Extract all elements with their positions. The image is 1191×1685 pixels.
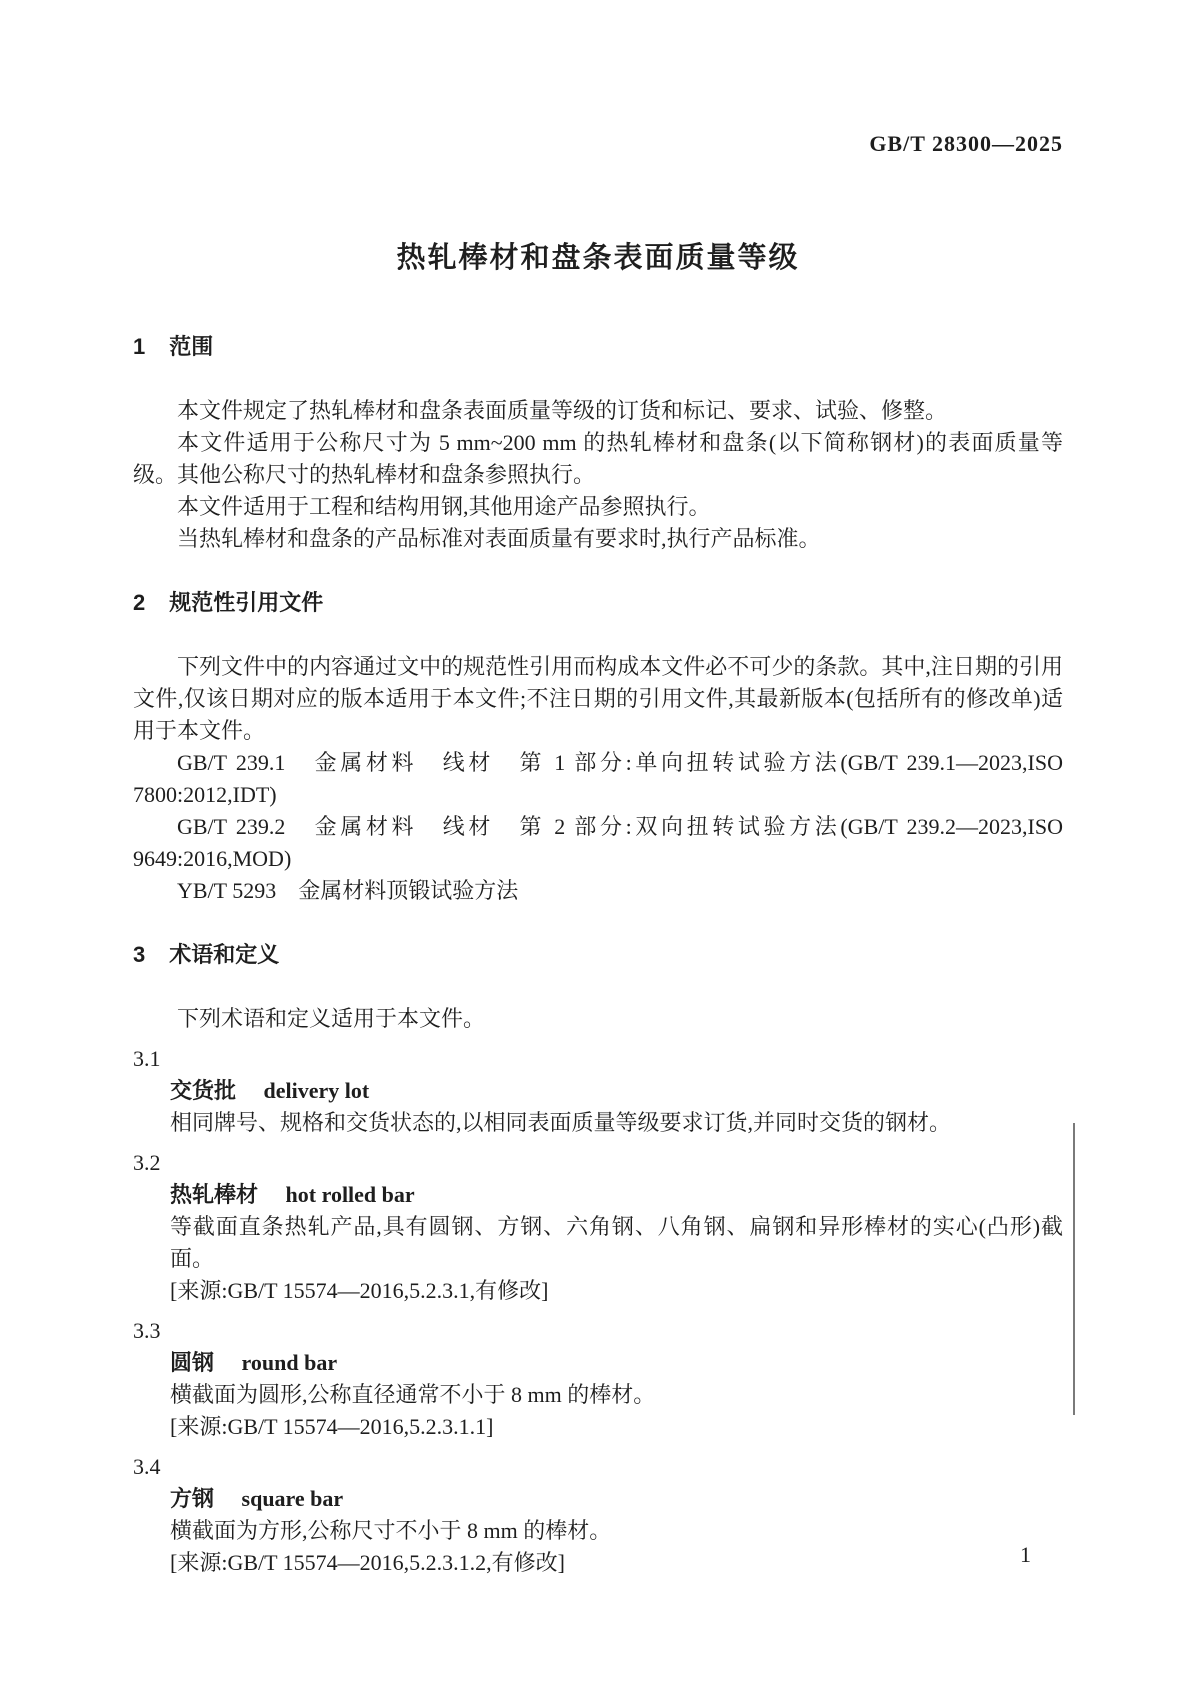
- term-number: 3.4: [133, 1454, 161, 1479]
- term-name-zh: 交货批: [170, 1078, 237, 1103]
- term-source: [来源:GB/T 15574—2016,5.2.3.1.2,有修改]: [170, 1550, 565, 1575]
- term-number: 3.2: [133, 1150, 161, 1175]
- paragraph: 下列文件中的内容通过文中的规范性引用而构成本文件必不可少的条款。其中,注日期的引用文件,仅该日期对应的版本适用于本文件;不注日期的引用文件,其最新版本(包括所有的修改单)适用于本文件。: [133, 654, 1063, 743]
- page-content: [133, 0, 1063, 1579]
- terms-intro: 下列术语和定义适用于本文件。: [177, 1006, 486, 1031]
- term-name-en: square bar: [241, 1486, 344, 1511]
- term-title: [133, 1075, 1063, 1107]
- paragraph: 当热轧棒材和盘条的产品标准对表面质量有要求时,执行产品标准。: [177, 526, 821, 551]
- term-definition: 相同牌号、规格和交货状态的,以相同表面质量等级要求订货,并同时交货的钢材。: [170, 1110, 952, 1135]
- term-name-zh: 方钢: [170, 1486, 215, 1511]
- section-title: 范围: [169, 334, 214, 359]
- term-number: 3.3: [133, 1318, 161, 1343]
- term-number: 3.1: [133, 1046, 161, 1071]
- term-name-zh: 圆钢: [170, 1350, 215, 1375]
- section-title: 规范性引用文件: [169, 590, 324, 615]
- section-number: 2: [133, 590, 146, 615]
- paragraph: 本文件规定了热轧棒材和盘条表面质量等级的订货和标记、要求、试验、修整。: [177, 398, 948, 423]
- paragraph: 本文件适用于公称尺寸为 5 mm~200 mm 的热轧棒材和盘条(以下简称钢材)的表面质量等级。其他公称尺寸的热轧棒材和盘条参照执行。: [133, 430, 1063, 487]
- term-definition: 等截面直条热轧产品,具有圆钢、方钢、六角钢、八角钢、扁钢和异形棒材的实心(凸形)截面。: [170, 1214, 1063, 1271]
- reference-item: YB/T 5293 金属材料顶锻试验方法: [177, 878, 519, 903]
- term-name-zh: 热轧棒材: [170, 1182, 259, 1207]
- term-name-en: round bar: [241, 1350, 338, 1375]
- term-name-en: hot rolled bar: [285, 1182, 415, 1207]
- standard-code: GB/T 28300—2025: [869, 131, 1063, 156]
- section-title: 术语和定义: [169, 942, 280, 967]
- section-number: 1: [133, 334, 146, 359]
- paragraph: 本文件适用于工程和结构用钢,其他用途产品参照执行。: [177, 494, 711, 519]
- section-2-heading: [133, 587, 1063, 619]
- term-title: [133, 1483, 1063, 1515]
- reference-item: GB/T 239.2 金属材料 线材 第 2 部分:双向扭转试验方法(GB/T 239.2—2023,ISO 9649:2016,MOD): [133, 814, 1063, 871]
- term-title: [133, 1179, 1063, 1211]
- term-title: [133, 1347, 1063, 1379]
- section-1-heading: [133, 331, 1063, 363]
- term-name-en: delivery lot: [263, 1078, 370, 1103]
- term-source: [来源:GB/T 15574—2016,5.2.3.1,有修改]: [170, 1278, 549, 1303]
- reference-item: GB/T 239.1 金属材料 线材 第 1 部分:单向扭转试验方法(GB/T 239.1—2023,ISO 7800:2012,IDT): [133, 750, 1063, 807]
- margin-revision-bar: [1073, 1123, 1075, 1415]
- document-title: 热轧棒材和盘条表面质量等级: [396, 242, 800, 274]
- term-definition: 横截面为方形,公称尺寸不小于 8 mm 的棒材。: [170, 1518, 612, 1543]
- term-source: [来源:GB/T 15574—2016,5.2.3.1.1]: [170, 1414, 494, 1439]
- page-number: 1: [1020, 1542, 1031, 1567]
- section-3-heading: [133, 939, 1063, 971]
- section-number: 3: [133, 942, 146, 967]
- term-definition: 横截面为圆形,公称直径通常不小于 8 mm 的棒材。: [170, 1382, 656, 1407]
